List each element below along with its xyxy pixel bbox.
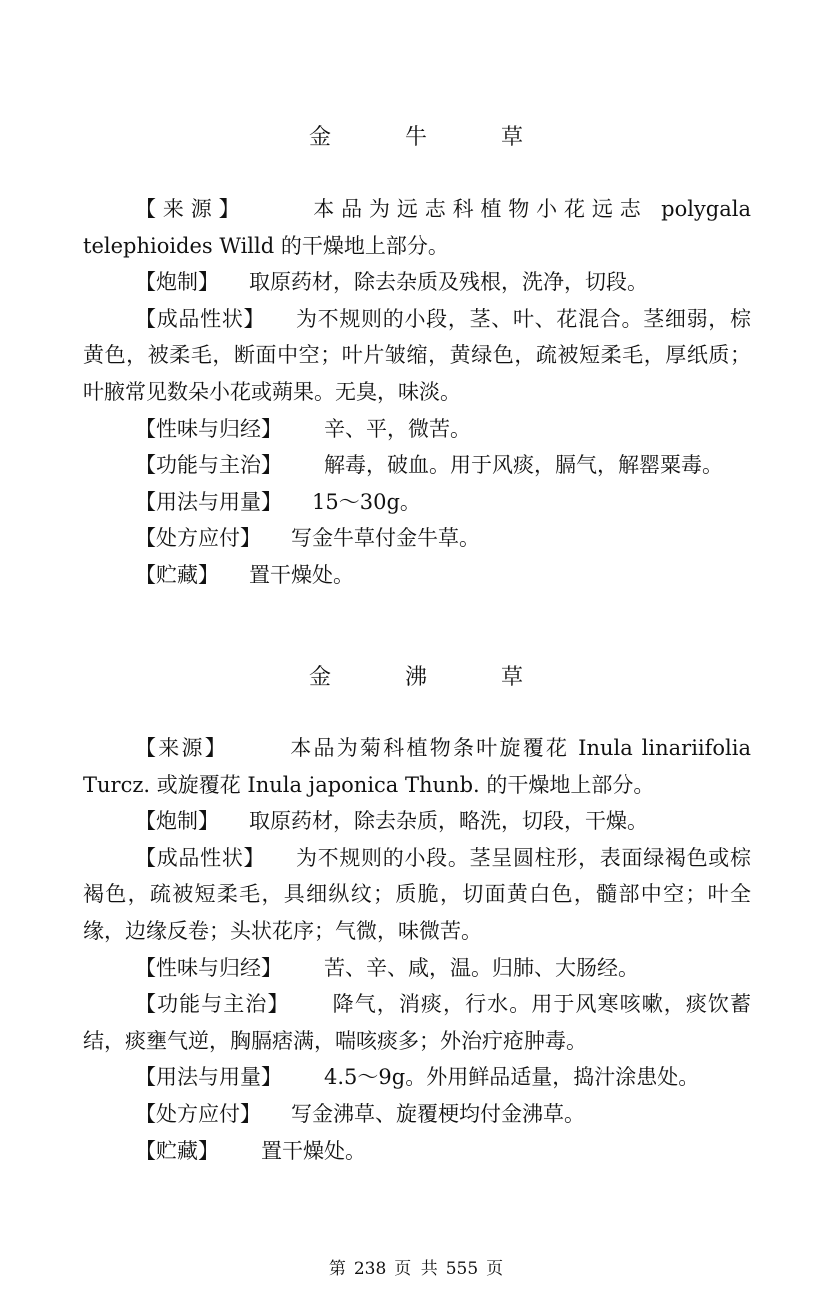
section-label: 【用法与用量】 [135,1065,282,1090]
section-label: 【功能与主治】 [135,453,282,478]
entry-title: 金 牛 草 [308,125,549,150]
section-source [83,730,751,803]
section-label: 【贮藏】 [135,1138,219,1163]
total-pages-number: 555 [445,1259,479,1279]
entry-jinniucao [83,191,751,594]
section-dosage [83,1059,751,1096]
section-appearance [83,301,751,411]
section-text: 置干燥处。 [249,562,354,587]
section-label: 【成品性状】 [135,306,266,331]
section-text: 苦、辛、咸，温。归肺、大肠经。 [324,955,639,980]
section-appearance [83,840,751,950]
section-text: 为不规则的小段。茎呈圆柱形，表面绿褐色或棕褐色，疏被短柔毛，具细纵纹；质脆，切面黄白色，髓部中空；叶全缘，边缘反卷；头状花序；气微，味微苦。 [83,845,752,943]
section-label: 【炮制】 [135,270,219,295]
section-label: 【性味与归经】 [135,955,282,980]
section-label: 【性味与归经】 [135,416,282,441]
section-text: 置干燥处。 [261,1138,366,1163]
section-label: 【炮制】 [135,809,219,834]
section-storage [83,1133,751,1170]
page-footer [0,1254,832,1279]
section-text: 降气，消痰，行水。用于风寒咳嗽，痰饮蓄结，痰壅气逆，胸膈痞满，喘咳痰多；外治疔疮肿毒。 [83,992,752,1053]
section-nature [83,411,751,448]
section-label: 【贮藏】 [135,562,219,587]
section-label: 【用法与用量】 [135,489,282,514]
section-processing [83,803,751,840]
section-text: 为不规则的小段，茎、叶、花混合。茎细弱，棕黄色，被柔毛，断面中空；叶片皱缩，黄绿色，疏被短柔毛，厚纸质；叶腋常见数朵小花或蒴果。无臭，味淡。 [83,306,752,404]
section-text: 辛、平，微苦。 [324,416,471,441]
section-label: 【来源】 [135,197,247,221]
section-function [83,986,751,1059]
section-text: 解毒，破血。用于风痰，膈气，解罂粟毒。 [324,453,723,478]
section-text: 本品为菊科植物条叶旋覆花 Inula linariifolia Turcz. 或旋覆花 Inula japonica Thunb. 的干燥地上部分。 [83,736,751,797]
footer-middle: 页 共 [394,1259,438,1279]
section-function [83,447,751,484]
entry-jinfeicao [83,730,751,1169]
section-storage [83,557,751,594]
section-label: 【成品性状】 [135,845,266,870]
section-processing [83,264,751,301]
current-page-number: 238 [353,1259,387,1279]
section-text: 15～30g。 [312,489,421,514]
section-text: 取原药材，除去杂质及残根，洗净，切段。 [249,270,648,295]
section-source [83,191,751,264]
section-nature [83,950,751,987]
section-prescription [83,520,751,557]
entry-title: 金 沸 草 [308,665,549,690]
footer-suffix: 页 [486,1259,504,1279]
section-label: 【功能与主治】 [135,992,290,1017]
section-prescription [83,1096,751,1133]
section-text: 取原药材，除去杂质，略洗，切段，干燥。 [249,809,648,834]
section-dosage [83,484,751,521]
section-text: 写金沸草、旋覆梗均付金沸草。 [291,1101,585,1126]
section-text: 4.5～9g。外用鲜品适量，捣汁涂患处。 [324,1065,700,1090]
section-label: 【处方应付】 [135,526,261,551]
section-text: 写金牛草付金牛草。 [291,526,480,551]
section-label: 【处方应付】 [135,1101,261,1126]
section-text: 本品为远志科植物小花远志 polygala telephioides Willd 的干燥地上部分。 [83,197,751,258]
footer-prefix: 第 [328,1259,346,1279]
section-label: 【来源】 [135,736,228,760]
